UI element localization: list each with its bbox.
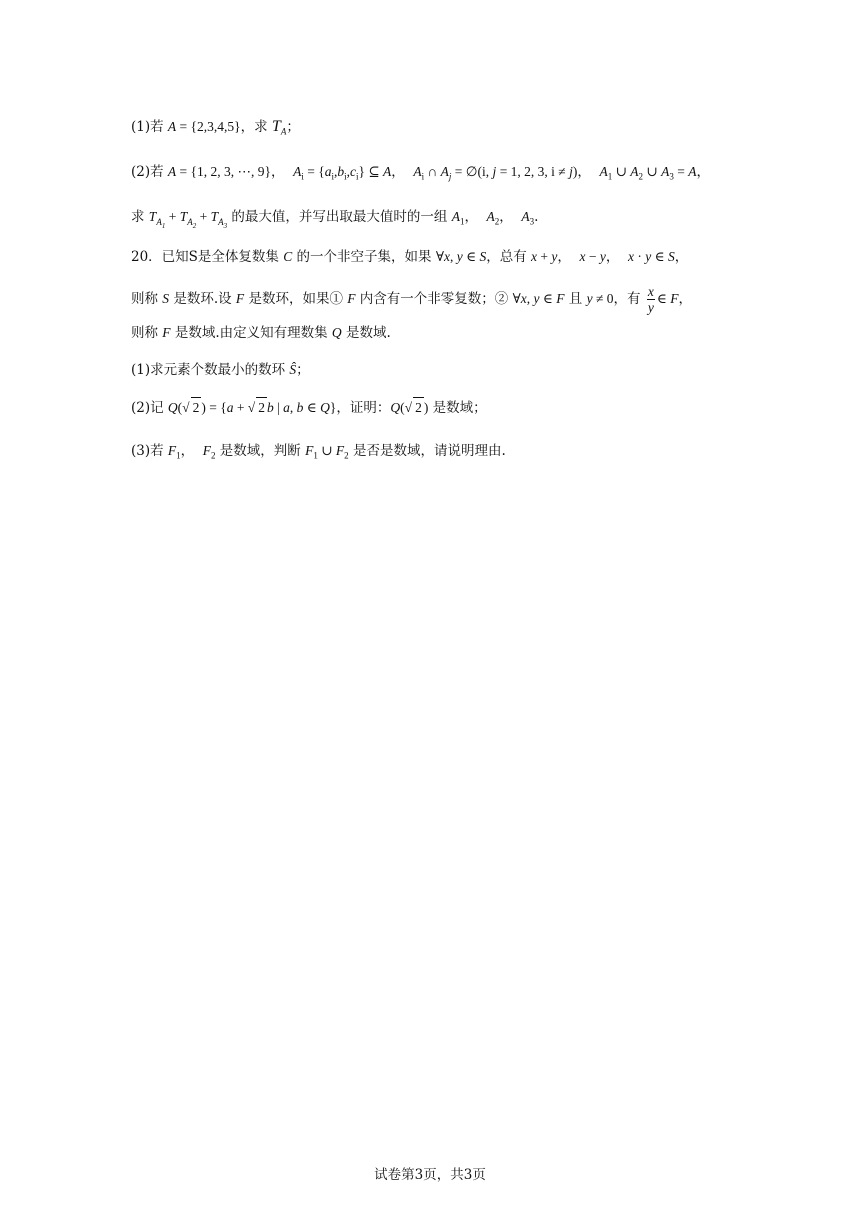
page-footer: 试卷第3页，共3页: [374, 1167, 486, 1183]
q19-part2-cont: 求 $T_{A_1} + T_{A_2} + T_{A_3}$ 的最大值，并写出取最大值时的一组 $A_1$， $A_2$， $A_3$.: [131, 209, 539, 230]
fraction-x-over-y: $\frac{x}{y}$: [647, 284, 654, 315]
q20-part2: (2)记 Q(√ 2 ) = {a + √ 2 b | a, b ∈ Q}，证明：Q(√ 2 ) 是数域；: [131, 397, 755, 418]
q19-part2: (2)若 A = {1, 2, 3, ⋯, 9}， $A_i = \{a_i,b_i,c_i\}$ ⊆ A， $A_i$ ∩ $A_j$ = ∅(i, j = 1, 2, 3, i ≠ j)， $A_1$ ∪ $A_2$ ∪ $A_3 = A$，: [131, 164, 710, 182]
q20-stem-line1: 20．已知S是全体复数集 C 的一个非空子集，如果 ∀x, y ∈ S，总有 x + y， x − y， x · y ∈ S，: [131, 249, 689, 265]
q19-part1: (1)若 A = {2,3,4,5}，求 $T_A$；: [131, 118, 300, 137]
q20-part1: (1)求元素个数最小的数环 Ŝ；: [131, 362, 310, 378]
q20-stem-line3: 则称 F 是数域.由定义知有理数集 Q 是数域.: [131, 325, 391, 341]
q20-stem-line2: 则称 S 是数环.设 F 是数环，如果① F 内含有一个非零复数；② ∀x, y ∈ F 且 y ≠ 0，有 $\frac{x}{y}$ ∈ F，: [131, 284, 692, 315]
q20-part3: (3)若 $F_1$， $F_2$ 是数域，判断 $F_1$ ∪ $F_2$ 是否是数域，请说明理由.: [131, 443, 506, 461]
